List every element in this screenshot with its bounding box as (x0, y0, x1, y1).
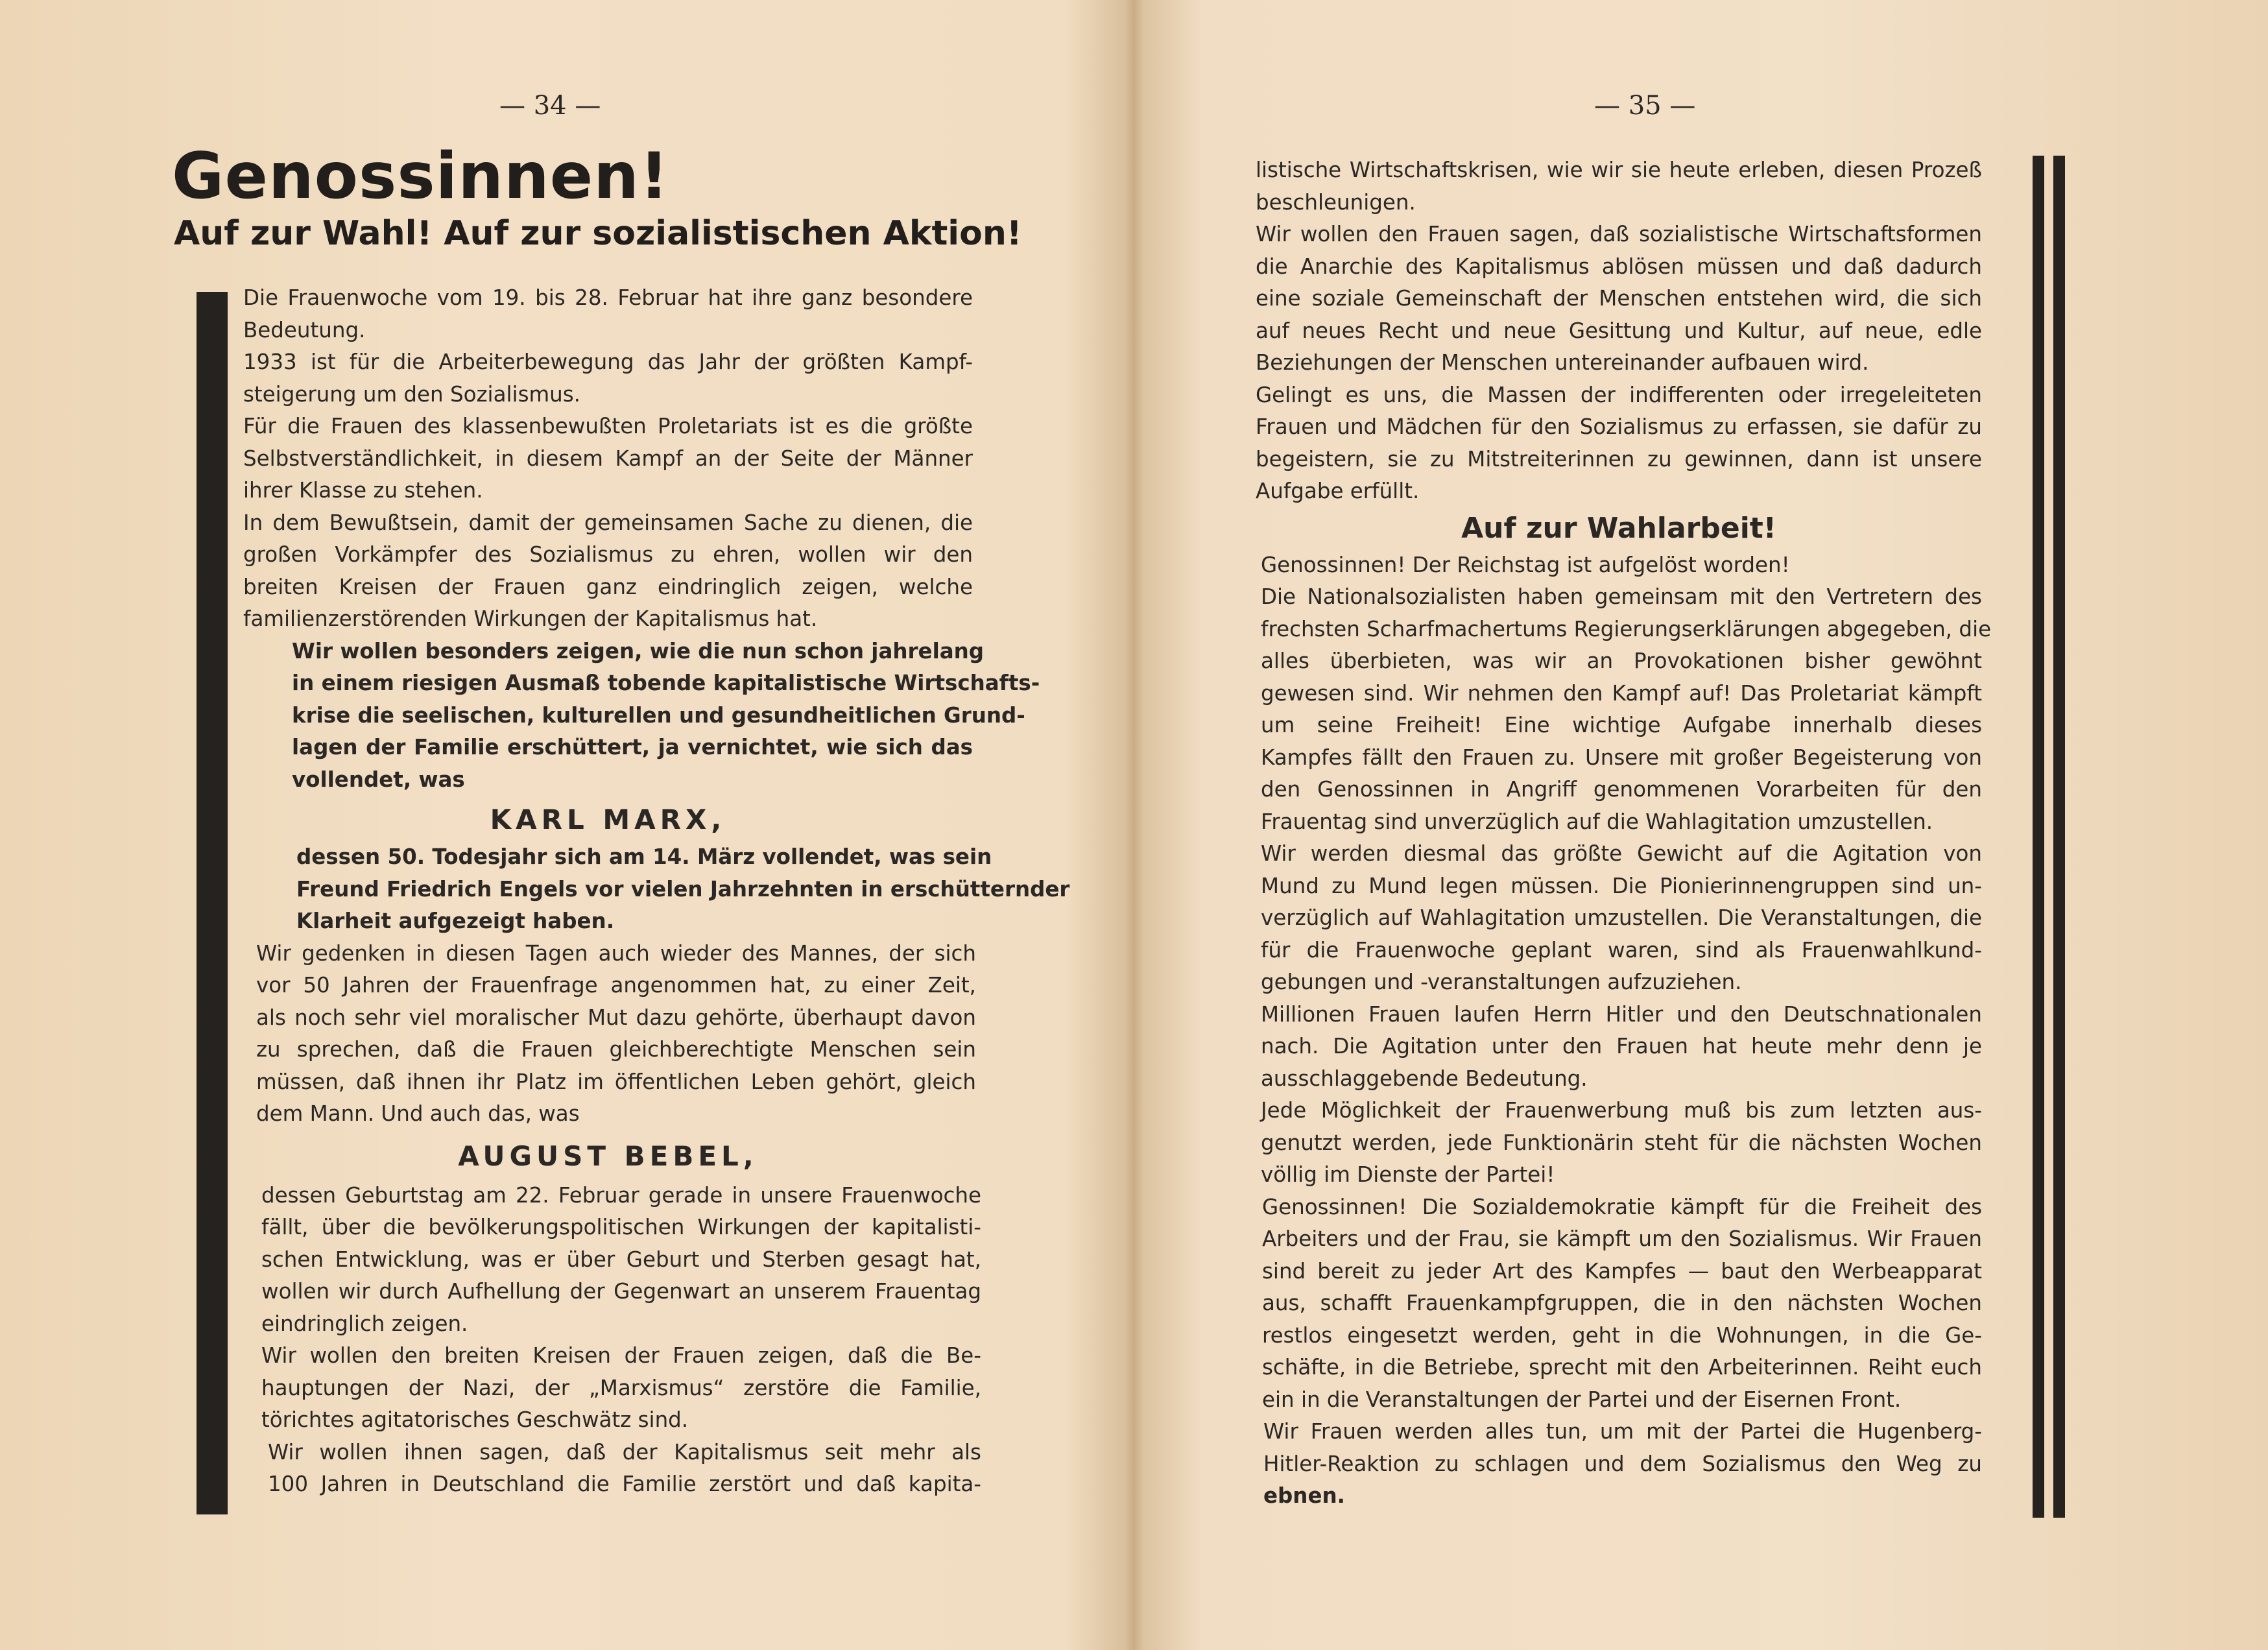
text-line: Die Frauenwoche vom 19. bis 28. Februar hat ihre ganz besondere (243, 285, 973, 310)
text-line: völlig im Dienste der Partei! (1261, 1162, 1555, 1187)
text-line: Wir Frauen werden alles tun, um mit der Partei die Hugenberg- (1263, 1419, 1982, 1444)
text-line: verzüglich auf Wahlagitation umzustellen. Die Veranstaltungen, die (1261, 905, 1982, 930)
text-line: Wir wollen den Frauen sagen, daß sozialistische Wirtschaftsformen (1256, 222, 1982, 246)
paragraph (261, 1180, 981, 1341)
text-line: breiten Kreisen der Frauen ganz eindringlich zeigen, welche (243, 574, 973, 599)
right-margin-bar (2033, 156, 2044, 1518)
text-line: Millionen Frauen laufen Herrn Hitler und den Deutschnationalen (1261, 1001, 1982, 1027)
text-line: großen Vorkämpfer des Sozialismus zu ehren, wollen wir den (243, 542, 973, 567)
text-line: wollen wir durch Aufhellung der Gegenwart an unserem Frauentag (261, 1279, 981, 1304)
text-line: die Anarchie des Kapitalismus ablösen müssen und daß dadurch (1256, 254, 1982, 279)
paragraph (256, 938, 976, 1130)
text-line: Gelingt es uns, die Massen der indifferenten oder irregeleiteten (1256, 382, 1982, 407)
right-page (1134, 0, 2268, 1650)
text-line: alles überbieten, was wir an Provokationen bisher gewöhnt (1261, 649, 1982, 673)
text-line: ausschlaggebende Bedeutung. (1261, 1066, 1588, 1091)
text-line: dem Mann. Und auch das, was (256, 1101, 580, 1126)
text-line: Wir wollen ihnen sagen, daß der Kapitalismus seit mehr als (268, 1439, 981, 1465)
paragraph (1263, 1416, 1982, 1513)
text-line: vollendet, was (292, 767, 465, 792)
text-line: 1933 ist für die Arbeiterbewegung das Jahr der größten Kampf- (243, 350, 973, 374)
paragraph (1262, 1191, 1982, 1417)
text-line: steigerung um den Sozialismus. (243, 381, 581, 407)
page-title: Genossinnen! (172, 139, 669, 213)
bold-paragraph (292, 636, 1040, 796)
text-line: gewesen sind. Wir nehmen den Kampf auf! Das Proletariat kämpft (1261, 680, 1982, 706)
text-line: sind bereit zu jeder Art des Kampfes — baut den Werbeapparat (1262, 1258, 1982, 1284)
paragraph (1261, 1095, 1982, 1191)
text-line: restlos eingesetzt werden, geht in die Wohnungen, in die Ge- (1262, 1322, 1982, 1348)
text-line: Aufgabe erfüllt. (1256, 479, 1420, 503)
text-line: Bedeutung. (243, 317, 366, 342)
text-line: in einem riesigen Ausmaß tobende kapitalistische Wirtschafts- (292, 671, 1040, 695)
name-heading-bebel: AUGUST BEBEL, (458, 1140, 758, 1172)
text-line: Frauen und Mädchen für den Sozialismus zu erfassen, sie dafür zu (1256, 414, 1982, 439)
text-line: lagen der Familie erschüttert, ja vernichtet, wie sich das (292, 735, 973, 759)
text-line: Hitler-Reaktion zu schlagen und dem Sozialismus den Weg zu (1263, 1451, 1982, 1476)
paragraph (243, 346, 973, 411)
text-line: In dem Bewußtsein, damit der gemeinsamen Sache zu dienen, die (243, 510, 973, 535)
paragraph (1256, 219, 1982, 379)
text-line: Wir gedenken in diesen Tagen auch wieder des Mannes, der sich (256, 940, 976, 966)
page-number: — 35 — (1594, 91, 1696, 121)
text-line: törichtes agitatorisches Geschwätz sind. (261, 1407, 689, 1432)
right-margin-bar (2053, 156, 2065, 1518)
paragraph (1261, 838, 1982, 999)
left-body-text (243, 282, 1070, 1501)
text-line: ihrer Klasse zu stehen. (243, 478, 483, 503)
text-line: nach. Die Agitation unter den Frauen hat heute mehr denn je (1261, 1034, 1982, 1058)
page-subtitle: Auf zur Wahl! Auf zur sozialistischen Aktion! (174, 214, 1022, 253)
paragraph (243, 507, 973, 636)
text-line: um seine Freiheit! Eine wichtige Aufgabe innerhalb dieses (1261, 713, 1982, 737)
text-line: zu sprechen, daß die Frauen gleichberechtigte Menschen sein (256, 1037, 976, 1062)
paragraph (243, 411, 973, 507)
text-line: beschleunigen. (1256, 189, 1416, 215)
text-line: hauptungen der Nazi, der „Marxismus“ zerstöre die Familie, (261, 1375, 981, 1400)
text-line: Frauentag sind unverzüglich auf die Wahlagitation umzustellen. (1261, 809, 1933, 834)
text-line: schen Entwicklung, was er über Geburt und Sterben gesagt hat, (261, 1247, 981, 1272)
paragraph (1256, 154, 1982, 219)
text-line: auf neues Recht und neue Gesittung und Kultur, auf neue, edle (1256, 318, 1982, 343)
paragraph (1261, 549, 1982, 582)
text-line: Klarheit aufgezeigt haben. (296, 909, 615, 933)
text-line: Wir werden diesmal das größte Gewicht auf die Agitation von (1261, 841, 1982, 866)
paragraph (261, 1340, 981, 1437)
text-line: ein in die Veranstaltungen der Partei und der Eisernen Front. (1262, 1387, 1902, 1412)
bold-paragraph (296, 841, 1070, 938)
text-line: den Genossinnen in Angriff genommenen Vorarbeiten für den (1261, 777, 1982, 802)
text-line: eine soziale Gemeinschaft der Menschen entstehen wird, die sich (1256, 286, 1982, 311)
text-line: genutzt werden, jede Funktionärin steht für die nächsten Wochen (1261, 1130, 1982, 1155)
text-line: Freund Friedrich Engels vor vielen Jahrzehnten in erschütternder (296, 876, 1070, 902)
text-line: dessen 50. Todesjahr sich am 14. März vollendet, was sein (296, 844, 992, 869)
text-line: Jede Möglichkeit der Frauenwerbung muß bis zum letzten aus- (1261, 1098, 1982, 1123)
text-line: familienzerstörenden Wirkungen der Kapitalismus hat. (243, 606, 818, 631)
text-line: Genossinnen! Der Reichstag ist aufgelöst worden! (1261, 552, 1790, 577)
text-line: aus, schafft Frauenkampfgruppen, die in den nächsten Wochen (1262, 1291, 1982, 1315)
text-line: ebnen. (1263, 1483, 1345, 1508)
paragraph (1261, 581, 1992, 838)
text-line: krise die seelischen, kulturellen und gesundheitlichen Grund- (292, 702, 1025, 728)
name-heading-marx: KARL MARX, (490, 804, 726, 835)
text-line: gebungen und -veranstaltungen aufzuziehen. (1261, 970, 1742, 994)
text-line: Die Nationalsozialisten haben gemeinsam mit den Vertretern des (1261, 584, 1982, 609)
text-line: begeistern, sie zu Mitstreiterinnen zu gewinnen, dann ist unsere (1256, 446, 1982, 472)
left-margin-bar (197, 292, 228, 1514)
text-line: dessen Geburtstag am 22. Februar gerade in unsere Frauenwoche (261, 1182, 981, 1208)
text-line: schäfte, in die Betriebe, sprecht mit den Arbeiterinnen. Reiht euch (1262, 1355, 1982, 1380)
text-line: vor 50 Jahren der Frauenfrage angenommen hat, zu einer Zeit, (256, 973, 976, 998)
paragraph (1256, 379, 1982, 508)
text-line: Selbstverständlichkeit, in diesem Kampf an der Seite der Männer (243, 446, 973, 471)
text-line: als noch sehr viel moralischer Mut dazu gehörte, überhaupt davon (256, 1005, 976, 1030)
paragraph (268, 1437, 981, 1501)
text-line: frechsten Scharfmachertums Regierungserklärungen abgegeben, die (1261, 616, 1992, 641)
paragraph (243, 282, 973, 346)
text-line: 100 Jahren in Deutschland die Familie zerstört und daß kapita- (268, 1472, 981, 1496)
text-line: Wir wollen besonders zeigen, wie die nun schon jahrelang (292, 638, 985, 664)
text-line: Beziehungen der Menschen untereinander aufbauen wird. (1256, 350, 1869, 375)
text-line: müssen, daß ihnen ihr Platz im öffentlichen Leben gehört, gleich (256, 1069, 976, 1094)
text-line: eindringlich zeigen. (261, 1311, 468, 1336)
paragraph (1261, 999, 1982, 1095)
text-line: Arbeiters und der Frau, sie kämpft um den Sozialismus. Wir Frauen (1262, 1226, 1982, 1251)
text-line: Mund zu Mund legen müssen. Die Pionierinnengruppen sind un- (1261, 873, 1982, 898)
right-body-text (1256, 154, 1992, 1513)
section-heading: Auf zur Wahlarbeit! (1461, 511, 1776, 545)
text-line: Kampfes fällt den Frauen zu. Unsere mit großer Begeisterung von (1261, 745, 1982, 770)
text-line: fällt, über die bevölkerungspolitischen Wirkungen der kapitalisti- (261, 1215, 981, 1239)
text-line: Wir wollen den breiten Kreisen der Frauen zeigen, daß die Be- (261, 1343, 981, 1368)
text-line: Für die Frauen des klassenbewußten Proletariats ist es die größte (243, 414, 973, 438)
text-line: listische Wirtschaftskrisen, wie wir sie heute erleben, diesen Prozeß (1256, 158, 1982, 182)
text-line: für die Frauenwoche geplant waren, sind als Frauenwahlkund- (1261, 937, 1982, 963)
text-line: Genossinnen! Die Sozialdemokratie kämpft für die Freiheit des (1262, 1194, 1982, 1219)
page-number: — 34 — (499, 91, 601, 121)
